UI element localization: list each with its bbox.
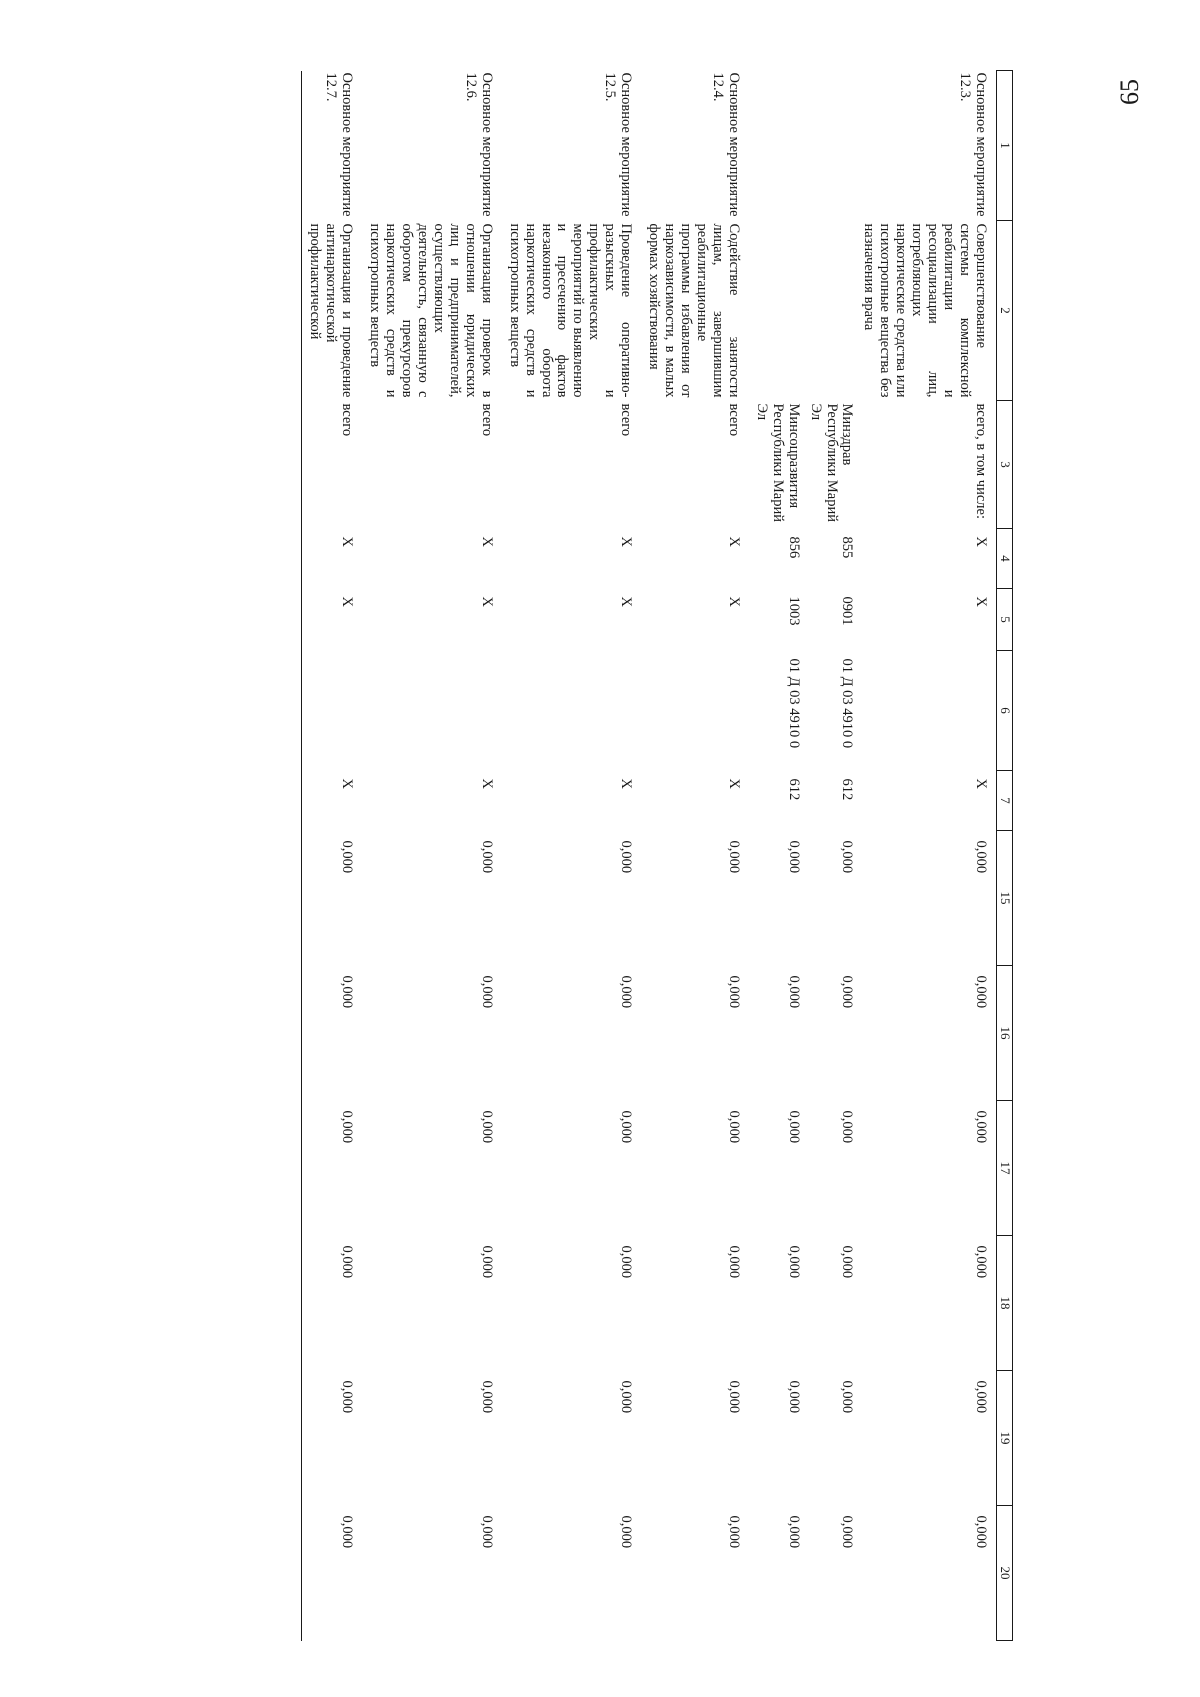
expense-type-cell: X xyxy=(725,778,742,789)
executor-cell: всего xyxy=(478,403,495,437)
table-row xyxy=(362,71,502,1641)
amount-cell: 0,000 xyxy=(618,975,635,1009)
measure-number-cell: Основное мероприятие 12.7. xyxy=(302,71,362,221)
amount-cell: 0,000 xyxy=(618,1380,635,1414)
expense-type-cell: 612 xyxy=(785,778,802,801)
amount-cell: 0,000 xyxy=(725,1110,742,1144)
column-number-row xyxy=(997,71,1013,1641)
amount-cell: 0,000 xyxy=(785,1515,802,1549)
executor-cell: всего xyxy=(618,403,635,437)
ministry-code-cell: X xyxy=(725,536,742,547)
expense-type-cell: X xyxy=(973,778,989,789)
amount-cell: 0,000 xyxy=(478,1380,495,1414)
amount-cell: 0,000 xyxy=(618,1110,635,1144)
amount-cell: 0,000 xyxy=(785,975,802,1009)
ministry-code-cell: 856 xyxy=(785,536,802,559)
section-code-cell: X xyxy=(478,596,495,607)
amount-cell: 0,000 xyxy=(302,831,362,966)
table-row xyxy=(641,71,749,1641)
measure-number-cell xyxy=(803,71,857,221)
target-article-cell xyxy=(857,651,997,771)
amount-cell: 0,000 xyxy=(302,966,362,1101)
column-header: 3 xyxy=(997,401,1013,529)
measure-description-cell xyxy=(749,221,803,401)
table-row xyxy=(857,71,997,1641)
executor-cell: всего xyxy=(302,401,362,529)
amount-cell: 0,000 xyxy=(839,1380,856,1414)
amount-cell: 0,000 xyxy=(785,840,802,874)
column-header: 6 xyxy=(997,651,1013,771)
section-code-cell: 0901 xyxy=(839,596,856,626)
amount-cell: 0,000 xyxy=(973,1515,989,1549)
column-header: 16 xyxy=(997,966,1013,1101)
page-number: 65 xyxy=(1115,79,1144,105)
amount-cell: 0,000 xyxy=(839,1245,856,1279)
column-header: 18 xyxy=(997,1236,1013,1371)
amount-cell: 0,000 xyxy=(973,975,989,1009)
column-header: 17 xyxy=(997,1101,1013,1236)
amount-cell: 0,000 xyxy=(973,1245,989,1279)
target-article-cell xyxy=(362,651,502,771)
amount-cell: 0,000 xyxy=(478,975,495,1009)
expense-type-cell: X xyxy=(302,771,362,831)
amount-cell: 0,000 xyxy=(725,1515,742,1549)
executor-cell: Минсоцразвития Республики Марий Эл xyxy=(753,403,802,522)
measure-description-cell: Содействие занятости лицам, завершившим реабилитационные программы избавления от наркозависимости, в малых формах хозяйствования xyxy=(646,223,742,398)
executor-cell: Минздрав Республики Марий Эл xyxy=(807,403,856,522)
column-header: 1 xyxy=(997,71,1013,221)
column-header: 15 xyxy=(997,831,1013,966)
amount-cell: 0,000 xyxy=(785,1110,802,1144)
budget-table-sheet xyxy=(200,70,1013,1640)
amount-cell: 0,000 xyxy=(725,840,742,874)
ministry-code-cell: X xyxy=(478,536,495,547)
amount-cell: 0,000 xyxy=(478,1110,495,1144)
amount-cell: 0,000 xyxy=(302,1506,362,1641)
column-header: 2 xyxy=(997,221,1013,401)
expense-type-cell: 612 xyxy=(839,778,856,801)
ministry-code-cell: 855 xyxy=(839,536,856,559)
column-header: 5 xyxy=(997,589,1013,651)
column-header: 20 xyxy=(997,1506,1013,1641)
amount-cell: 0,000 xyxy=(302,1236,362,1371)
target-article-cell: 01 Д 03 4910 0 xyxy=(785,658,802,749)
target-article-cell xyxy=(641,651,749,771)
section-code-cell: 1003 xyxy=(785,596,802,626)
table-body xyxy=(302,71,997,1641)
table-row xyxy=(502,71,642,1641)
executor-cell: всего, в том числе: xyxy=(973,403,989,519)
measure-description-cell xyxy=(803,221,857,401)
measure-description-cell: Совершенствование системы комплексной реабилитации и ресоциализации лиц, потребляющих наркотические средства или психотропные вещества без назначения врача xyxy=(861,223,989,398)
section-code-cell: X xyxy=(725,596,742,607)
amount-cell: 0,000 xyxy=(839,975,856,1009)
executor-cell: всего xyxy=(725,403,742,437)
column-header: 4 xyxy=(997,529,1013,589)
amount-cell: 0,000 xyxy=(725,1380,742,1414)
section-code-cell: X xyxy=(973,596,989,607)
amount-cell: 0,000 xyxy=(973,1110,989,1144)
ministry-code-cell: X xyxy=(302,529,362,589)
amount-cell: 0,000 xyxy=(839,1110,856,1144)
amount-cell: 0,000 xyxy=(302,1101,362,1236)
table-row xyxy=(803,71,857,1641)
amount-cell: 0,000 xyxy=(618,1245,635,1279)
amount-cell: 0,000 xyxy=(839,1515,856,1549)
expense-type-cell: X xyxy=(478,778,495,789)
measure-number-cell: Основное мероприятие 12.4. xyxy=(709,72,742,217)
measure-description-cell: Организация проверок в отношении юридических лиц и предпринимателей, осуществляющих деятельность, связанную с оборотом прекурсоров наркотических средств и психотропных веществ xyxy=(367,223,495,398)
ministry-code-cell: X xyxy=(618,536,635,547)
measure-description-cell: Организация и проведение антинаркотической профилактической xyxy=(302,221,362,401)
measure-number-cell: Основное мероприятие 12.3. xyxy=(957,72,989,217)
amount-cell: 0,000 xyxy=(302,1371,362,1506)
measure-number-cell: Основное мероприятие 12.5. xyxy=(602,72,635,217)
section-code-cell: X xyxy=(618,596,635,607)
amount-cell: 0,000 xyxy=(785,1380,802,1414)
amount-cell: 0,000 xyxy=(618,1515,635,1549)
amount-cell: 0,000 xyxy=(973,1380,989,1414)
ministry-code-cell: X xyxy=(973,536,989,547)
table-row xyxy=(749,71,803,1641)
column-header: 19 xyxy=(997,1371,1013,1506)
measure-description-cell: Проведение оперативно-разыскных и профилактических мероприятий по выявлению и пресечению фактов незаконного оборота наркотических средств и психотропных веществ xyxy=(506,223,635,398)
amount-cell: 0,000 xyxy=(725,1245,742,1279)
section-code-cell: X xyxy=(302,589,362,651)
amount-cell: 0,000 xyxy=(973,840,989,874)
amount-cell: 0,000 xyxy=(785,1245,802,1279)
amount-cell: 0,000 xyxy=(478,1515,495,1549)
amount-cell: 0,000 xyxy=(725,975,742,1009)
target-article-cell: 01 Д 03 4910 0 xyxy=(839,658,856,749)
measure-number-cell: Основное мероприятие 12.6. xyxy=(462,72,495,217)
amount-cell: 0,000 xyxy=(478,840,495,874)
amount-cell: 0,000 xyxy=(618,840,635,874)
expense-type-cell: X xyxy=(618,778,635,789)
target-article-cell xyxy=(302,651,362,771)
measure-number-cell xyxy=(749,71,803,221)
budget-table xyxy=(301,70,1013,1641)
amount-cell: 0,000 xyxy=(478,1245,495,1279)
table-row xyxy=(302,71,362,1641)
target-article-cell xyxy=(502,651,642,771)
amount-cell: 0,000 xyxy=(839,840,856,874)
column-header: 7 xyxy=(997,771,1013,831)
